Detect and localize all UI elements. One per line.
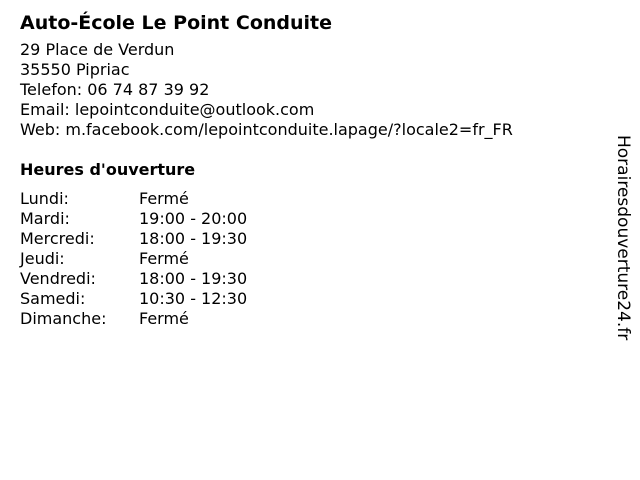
hours-table	[20, 189, 610, 329]
day-hours: 10:30 - 12:30	[139, 289, 248, 308]
hours-row-friday	[20, 269, 610, 289]
hours-heading: Heures d'ouverture	[20, 160, 196, 179]
day-hours: Fermé	[139, 189, 189, 208]
hours-row-tuesday	[20, 209, 610, 229]
hours-row-saturday	[20, 289, 610, 309]
address-city: 35550 Pipriac	[20, 60, 130, 79]
day-hours: 19:00 - 20:00	[139, 209, 248, 228]
day-label: Dimanche:	[20, 309, 107, 328]
hours-row-wednesday	[20, 229, 610, 249]
day-label: Jeudi:	[20, 249, 65, 268]
day-label: Mercredi:	[20, 229, 95, 248]
day-label: Vendredi:	[20, 269, 96, 288]
day-label: Samedi:	[20, 289, 86, 308]
email-address: Email: lepointconduite@outlook.com	[20, 100, 315, 119]
business-name: Auto-École Le Point Conduite	[20, 12, 333, 34]
business-card	[20, 10, 610, 329]
address-street: 29 Place de Verdun	[20, 40, 175, 59]
hours-row-monday	[20, 189, 610, 209]
site-watermark: Horairesdouverture24.fr	[613, 135, 633, 341]
hours-row-thursday	[20, 249, 610, 269]
day-hours: 18:00 - 19:30	[139, 269, 248, 288]
day-hours: Fermé	[139, 249, 189, 268]
day-hours: Fermé	[139, 309, 189, 328]
website-url: Web: m.facebook.com/lepointconduite.lapage/?locale2=fr_FR	[20, 120, 513, 139]
hours-row-sunday	[20, 309, 610, 329]
day-hours: 18:00 - 19:30	[139, 229, 248, 248]
phone-number: Telefon: 06 74 87 39 92	[20, 80, 210, 99]
day-label: Mardi:	[20, 209, 70, 228]
day-label: Lundi:	[20, 189, 69, 208]
